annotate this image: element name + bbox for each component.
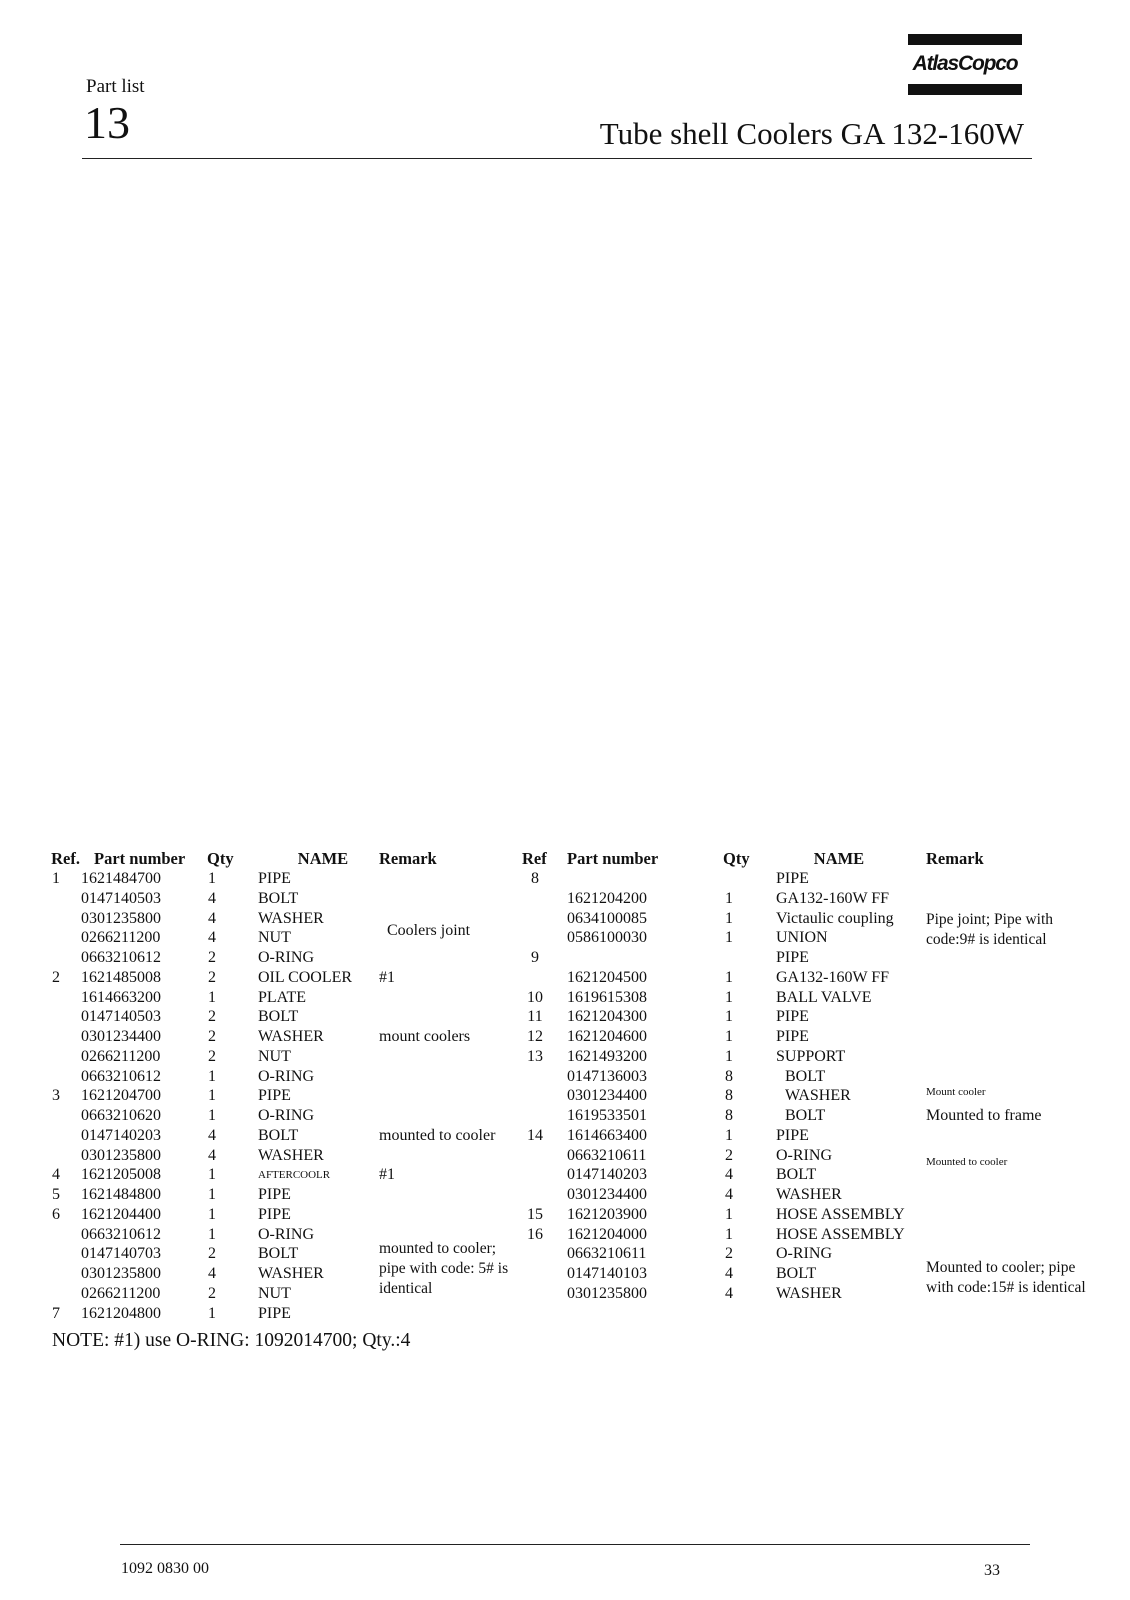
row-part-number-right: 1619533501 (567, 1107, 647, 1124)
row-name-right: PIPE (776, 1126, 809, 1144)
row-qty-right: 4 (725, 1284, 733, 1302)
row-name-right: BOLT (785, 1107, 826, 1124)
row-qty: 1 (208, 1107, 216, 1124)
row-name-right: PIPE (776, 1028, 809, 1045)
row-part-number: 0147140503 (81, 1008, 161, 1026)
row-part-number: 0266211200 (81, 1047, 161, 1065)
row-part-number-right: 0147136003 (567, 1067, 647, 1085)
row-ref: 5 (52, 1186, 60, 1203)
row-ref-right: 12 (527, 1028, 543, 1045)
header-remark-right: Remark (926, 849, 984, 868)
row-name-right: PIPE (776, 949, 809, 966)
header-qty: Qty (207, 849, 234, 868)
row-part-number: 1614663200 (81, 988, 161, 1006)
row-part-number-right: 1614663400 (567, 1126, 647, 1144)
row-name-right: SUPPORT (776, 1047, 846, 1065)
row-name-right: BOLT (776, 1265, 817, 1282)
row-part-number: 1621484800 (81, 1186, 161, 1203)
row-qty-right: 1 (725, 909, 733, 927)
row-name: WASHER (258, 1146, 324, 1164)
row-part-number-right: 1621204300 (567, 1008, 647, 1026)
row-qty-right: 8 (725, 1107, 733, 1124)
row-qty-right: 1 (725, 929, 733, 947)
row-name: O-RING (258, 949, 314, 966)
row-name: NUT (258, 1284, 291, 1302)
remark-coolers-joint: Coolers joint (387, 922, 471, 939)
row-part-number-right: 0301234400 (567, 1186, 647, 1203)
row-part-number-right: 1621204600 (567, 1028, 647, 1045)
header-divider (82, 158, 1032, 159)
row-name: AFTERCOOLR (258, 1169, 331, 1182)
row-part-number-right: 1621203900 (567, 1205, 647, 1223)
row-name: O-RING (258, 1225, 314, 1243)
row-qty: 4 (208, 1265, 216, 1282)
row-qty: 2 (208, 1028, 216, 1045)
row-ref: 1 (52, 870, 60, 887)
row-qty-right: 1 (725, 1028, 733, 1045)
row-part-number: 0663210620 (81, 1107, 161, 1124)
header-qty-right: Qty (723, 849, 750, 868)
row-ref-right: 16 (527, 1225, 543, 1243)
row-name: WASHER (258, 1028, 324, 1045)
header-part-number: Part number (94, 849, 186, 868)
row-qty: 4 (208, 929, 216, 947)
header-name: NAME (297, 849, 349, 868)
row-qty-right: 1 (725, 889, 733, 907)
row-qty-right: 8 (725, 1067, 733, 1085)
row-part-number: 0663210612 (81, 1067, 161, 1085)
header-ref-right: Ref (522, 849, 547, 868)
row-part-number-right: 0147140103 (567, 1265, 647, 1282)
remark-pipe-joint: Pipe joint; Pipe with code:9# is identical (926, 911, 1054, 948)
row-qty: 2 (208, 1008, 216, 1026)
header-ref: Ref. (51, 849, 80, 868)
row-ref-right: 8 (531, 870, 539, 887)
row-ref: 6 (52, 1205, 60, 1223)
table-note: NOTE: #1) use O-RING: 1092014700; Qty.:4 (52, 1330, 411, 1351)
remark-aftercooler: #1 (379, 1166, 395, 1184)
row-part-number: 0266211200 (81, 1284, 161, 1302)
row-qty: 1 (208, 1205, 216, 1223)
row-part-number-right: 0663210611 (567, 1245, 647, 1263)
row-name-right: BOLT (785, 1067, 826, 1085)
row-qty: 4 (208, 889, 216, 907)
row-qty: 4 (208, 1126, 216, 1144)
row-name-right: O-RING (776, 1245, 832, 1263)
row-name: PIPE (258, 1205, 291, 1223)
remark-mounted-to-cooler-right: Mounted to cooler (926, 1156, 1008, 1168)
section-number: 13 (84, 97, 130, 148)
row-part-number-right: 0147140203 (567, 1166, 647, 1184)
row-qty-right: 1 (725, 988, 733, 1006)
row-name-right: HOSE ASSEMBLY (776, 1225, 905, 1243)
remark-mount-cooler: Mount cooler (926, 1086, 986, 1098)
remark-mounted-pipe-15: Mounted to cooler; pipe with code:15# is identical (926, 1259, 1086, 1296)
row-part-number: 1621205008 (81, 1166, 161, 1184)
row-ref-right: 14 (527, 1126, 543, 1144)
row-name: O-RING (258, 1067, 314, 1085)
row-qty: 1 (208, 1067, 216, 1085)
row-ref-right: 13 (527, 1047, 543, 1065)
row-name-right: GA132-160W FF (776, 968, 890, 986)
row-ref: 2 (52, 968, 60, 986)
brand-logo (908, 34, 1022, 96)
row-part-number: 1621204400 (81, 1205, 161, 1223)
row-name-right: HOSE ASSEMBLY (776, 1205, 905, 1223)
row-part-number: 0301235800 (81, 1146, 161, 1164)
row-ref-right: 10 (527, 988, 543, 1006)
row-name: WASHER (258, 1265, 324, 1282)
row-part-number-right: 0634100085 (567, 909, 647, 927)
header-remark: Remark (379, 849, 437, 868)
document-title: Tube shell Coolers GA 132-160W (599, 116, 1024, 151)
row-name-right: PIPE (776, 1008, 809, 1026)
row-part-number-right: 0586100030 (567, 929, 647, 947)
remark-mounted-pipe-5: mounted to cooler; pipe with code: 5# is identical (379, 1240, 509, 1297)
row-part-number: 0301235800 (81, 1265, 161, 1282)
row-name: WASHER (258, 909, 324, 927)
row-name: BOLT (258, 1008, 299, 1026)
row-qty-right: 8 (725, 1087, 733, 1105)
row-qty: 1 (208, 870, 216, 887)
section-label: Part list (86, 76, 145, 97)
remark-mount-coolers: mount coolers (379, 1028, 471, 1045)
row-qty-right: 1 (725, 1205, 733, 1223)
row-name-right: UNION (776, 929, 828, 947)
row-name: BOLT (258, 1126, 299, 1144)
row-qty-right: 1 (725, 1047, 733, 1065)
row-ref: 3 (52, 1087, 60, 1105)
row-name: OIL COOLER (258, 968, 353, 986)
row-part-number-right: 0301235800 (567, 1284, 647, 1302)
row-ref: 4 (52, 1166, 60, 1184)
header-name-right: NAME (813, 849, 865, 868)
row-part-number: 0147140703 (81, 1245, 161, 1263)
row-qty: 4 (208, 909, 216, 927)
row-name-right: WASHER (785, 1087, 851, 1105)
row-qty: 1 (208, 1166, 216, 1184)
remark-mounted-to-frame: Mounted to frame (926, 1107, 1042, 1124)
row-part-number: 0301234400 (81, 1028, 161, 1045)
row-name: PIPE (258, 1087, 291, 1105)
row-name: NUT (258, 1047, 291, 1065)
row-part-number-right: 1621493200 (567, 1047, 647, 1065)
row-name: BOLT (258, 889, 299, 907)
row-name: PIPE (258, 1304, 291, 1322)
row-qty-right: 2 (725, 1245, 733, 1263)
row-qty: 4 (208, 1146, 216, 1164)
row-ref-right: 9 (531, 949, 539, 966)
row-qty-right: 2 (725, 1146, 733, 1164)
row-part-number: 0663210612 (81, 1225, 161, 1243)
row-name-right: PIPE (776, 870, 809, 887)
row-qty: 1 (208, 1087, 216, 1105)
row-part-number-right: 0301234400 (567, 1087, 647, 1105)
row-part-number: 0266211200 (81, 929, 161, 947)
row-qty: 2 (208, 949, 216, 966)
row-part-number: 0663210612 (81, 949, 161, 966)
row-name: O-RING (258, 1107, 314, 1124)
row-part-number-right: 1621204500 (567, 968, 647, 986)
row-qty: 2 (208, 1047, 216, 1065)
row-name-right: WASHER (776, 1284, 842, 1302)
page-number: 33 (984, 1562, 1000, 1579)
row-ref: 7 (52, 1304, 60, 1322)
row-qty-right: 1 (725, 1008, 733, 1026)
row-part-number-right: 1621204000 (567, 1225, 647, 1243)
footer-divider (120, 1544, 1030, 1545)
row-part-number: 1621204800 (81, 1304, 161, 1322)
row-part-number: 1621204700 (81, 1087, 161, 1105)
row-part-number-right: 1619615308 (567, 988, 647, 1006)
row-name-right: BOLT (776, 1166, 817, 1184)
header-part-number-right: Part number (567, 849, 659, 868)
remark-mounted-to-cooler: mounted to cooler (379, 1126, 496, 1144)
row-part-number: 0147140203 (81, 1126, 161, 1144)
row-name-right: O-RING (776, 1146, 832, 1164)
row-name: BOLT (258, 1245, 299, 1263)
row-qty: 1 (208, 1304, 216, 1322)
row-qty: 2 (208, 968, 216, 986)
row-qty-right: 4 (725, 1265, 733, 1282)
row-name-right: BALL VALVE (776, 988, 872, 1006)
row-qty-right: 1 (725, 1126, 733, 1144)
row-name: PIPE (258, 870, 291, 887)
row-part-number-right: 0663210611 (567, 1146, 647, 1164)
row-part-number: 1621484700 (81, 870, 161, 887)
row-ref-right: 15 (527, 1205, 543, 1223)
row-qty: 2 (208, 1245, 216, 1263)
row-name: PLATE (258, 988, 306, 1006)
row-part-number: 0301235800 (81, 909, 161, 927)
row-name-right: Victaulic coupling (776, 909, 894, 927)
logo-wordmark: AtlasCopco (912, 52, 1018, 75)
row-part-number: 0147140503 (81, 889, 161, 907)
document-code: 1092 0830 00 (121, 1560, 209, 1577)
row-qty: 2 (208, 1284, 216, 1302)
row-part-number: 1621485008 (81, 968, 161, 986)
row-name: NUT (258, 929, 291, 947)
row-qty: 1 (208, 1225, 216, 1243)
remark-oil-cooler: #1 (379, 968, 395, 986)
row-name-right: GA132-160W FF (776, 889, 890, 907)
row-qty: 1 (208, 988, 216, 1006)
row-qty-right: 4 (725, 1186, 733, 1203)
row-ref-right: 11 (527, 1008, 543, 1026)
row-name-right: WASHER (776, 1186, 842, 1203)
row-name: PIPE (258, 1186, 291, 1203)
row-qty-right: 1 (725, 968, 733, 986)
row-qty-right: 1 (725, 1225, 733, 1243)
row-part-number-right: 1621204200 (567, 889, 647, 907)
row-qty: 1 (208, 1186, 216, 1203)
row-qty-right: 4 (725, 1166, 733, 1184)
